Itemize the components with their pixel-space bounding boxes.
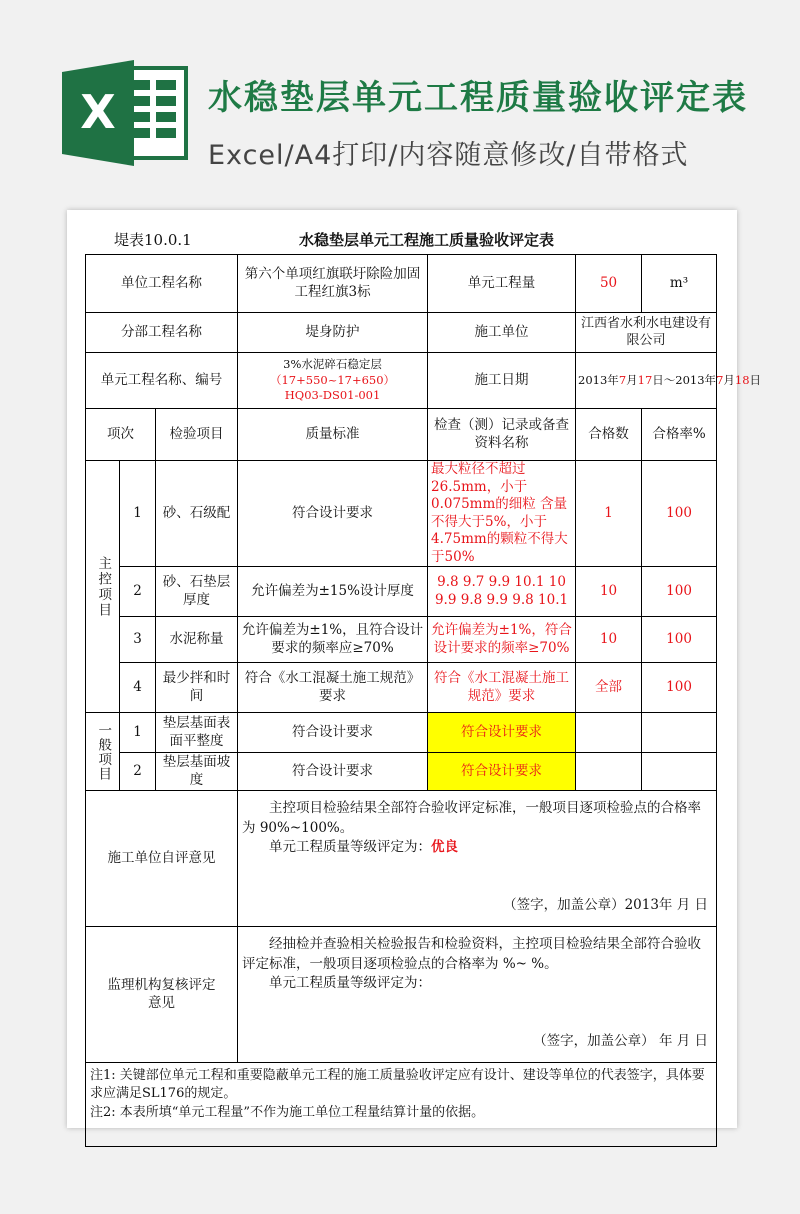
record: 符合设计要求	[428, 753, 576, 791]
contractor-opinion-text: 主控项目检验结果全部符合验收评定标准，一般项目逐项检验点的合格率为 90%~100%。 单元工程质量等级评定为：优良	[242, 800, 702, 856]
table-row	[86, 461, 717, 567]
qualified-rate: 100	[642, 617, 717, 663]
qualified-count: 1	[576, 461, 642, 567]
notes-row	[86, 1063, 717, 1147]
supervisor-opinion-label: 监理机构复核评定意见	[86, 927, 238, 1063]
item-no: 2	[120, 753, 156, 791]
division-label: 分部工程名称	[86, 313, 238, 353]
evaluation-table	[85, 254, 762, 1147]
table-row	[86, 663, 717, 713]
qualified-count	[576, 713, 642, 753]
header-inspection-item: 检验项目	[156, 409, 238, 461]
qualified-rate: 100	[642, 567, 717, 617]
contractor-signature-line: （签字，加盖公章）2013年 月 日	[503, 896, 709, 913]
contractor-opinion-body	[238, 791, 717, 927]
qualified-rate	[642, 753, 717, 791]
element-code: HQ03-DS01-001	[284, 388, 381, 403]
quality-standard: 允许偏差为±1%，且符合设计要求的频率应≥70%	[238, 617, 428, 663]
info-row	[86, 255, 717, 313]
table-row	[86, 753, 717, 791]
qualified-rate	[642, 713, 717, 753]
item-no: 3	[120, 617, 156, 663]
main-group-label: 主控项目	[86, 461, 120, 713]
inspection-item: 水泥称量	[156, 617, 238, 663]
inspection-item: 砂、石级配	[156, 461, 238, 567]
quantity-value: 50	[576, 255, 642, 313]
header-quality-standard: 质量标准	[238, 409, 428, 461]
quality-standard: 允许偏差为±15%设计厚度	[238, 567, 428, 617]
header-qualified-rate: 合格率%	[642, 409, 717, 461]
table-row	[86, 617, 717, 663]
svg-text:X: X	[80, 85, 116, 139]
header-item-order: 项次	[86, 409, 156, 461]
element-name: 3%水泥碎石稳定层	[283, 357, 382, 372]
header-qualified-count: 合格数	[576, 409, 642, 461]
banner-subtitle: Excel/A4打印/内容随意修改/自带格式	[208, 140, 689, 171]
quantity-label: 单元工程量	[428, 255, 576, 313]
item-no: 2	[120, 567, 156, 617]
general-group-label: 一般项目	[86, 713, 120, 791]
qualified-count	[576, 753, 642, 791]
element-range: （17+550~17+650）	[269, 372, 396, 387]
document-code: 堤表10.0.1	[114, 231, 192, 249]
info-row	[86, 353, 717, 409]
qualified-count: 全部	[576, 663, 642, 713]
quantity-unit: m³	[642, 255, 717, 313]
date-label: 施工日期	[428, 353, 576, 409]
element-value	[238, 353, 428, 409]
record: 符合设计要求	[428, 713, 576, 753]
qualified-count: 10	[576, 617, 642, 663]
inspection-item: 最少拌和时间	[156, 663, 238, 713]
qualified-rate: 100	[642, 663, 717, 713]
item-no: 4	[120, 663, 156, 713]
qualified-count: 10	[576, 567, 642, 617]
banner-title: 水稳垫层单元工程质量验收评定表	[208, 78, 748, 118]
record: 符合《水工混凝土施工规范》要求	[428, 663, 576, 713]
item-no: 1	[120, 461, 156, 567]
document-title: 水稳垫层单元工程施工质量验收评定表	[299, 231, 555, 249]
quality-standard: 符合设计要求	[238, 753, 428, 791]
unit-project-label: 单位工程名称	[86, 255, 238, 313]
info-row	[86, 313, 717, 353]
record: 允许偏差为±1%，符合设计要求的频率≥70%	[428, 617, 576, 663]
quality-standard: 符合设计要求	[238, 713, 428, 753]
unit-project-value: 第六个单项红旗联圩除险加固工程红旗3标	[238, 255, 428, 313]
table-row	[86, 567, 717, 617]
qualified-rate: 100	[642, 461, 717, 567]
supervisor-opinion-row	[86, 927, 717, 1063]
contractor-opinion-label: 施工单位自评意见	[86, 791, 238, 927]
contractor-opinion-row	[86, 791, 717, 927]
supervisor-opinion-text: 经抽检并查验相关检验报告和检验资料，主控项目检验结果全部符合验收评定标准，一般项目逐项检验点的合格率为 %~ %。 单元工程质量等级评定为：	[242, 936, 702, 992]
record: 最大粒径不超过26.5mm，小于0.075mm的细粒 含量不得大于5%，小于4.75mm的颗粒不得大于50%	[428, 461, 576, 567]
table-header-row	[86, 409, 717, 461]
inspection-item: 砂、石垫层厚度	[156, 567, 238, 617]
quality-standard: 符合《水工混凝土施工规范》要求	[238, 663, 428, 713]
supervisor-signature-line: （签字，加盖公章） 年 月 日	[533, 1032, 709, 1049]
quality-standard: 符合设计要求	[238, 461, 428, 567]
banner	[0, 0, 800, 200]
division-value: 堤身防护	[238, 313, 428, 353]
note-1: 注1: 关键部位单元工程和重要隐蔽单元工程的施工质量验收评定应有设计、建设等单位的代表签字，具体要求应满足SL176的规定。	[90, 1068, 705, 1102]
inspection-item: 垫层基面坡度	[156, 753, 238, 791]
notes	[86, 1063, 717, 1147]
inspection-item: 垫层基面表面平整度	[156, 713, 238, 753]
record: 9.8 9.7 9.9 10.1 10 9.9 9.8 9.9 9.8 10.1	[428, 567, 576, 617]
document-sheet	[67, 210, 762, 1128]
quality-grade: 优良	[431, 839, 459, 856]
contractor-value: 江西省水利水电建设有限公司	[576, 313, 717, 353]
date-value: 2013年7月17日～2013年7月18日	[576, 353, 717, 409]
element-label: 单元工程名称、编号	[86, 353, 238, 409]
excel-icon	[62, 60, 190, 166]
header-record: 检查（测）记录或备查资料名称	[428, 409, 576, 461]
supervisor-opinion-body	[238, 927, 717, 1063]
contractor-label: 施工单位	[428, 313, 576, 353]
note-2: 注2: 本表所填“单元工程量”不作为施工单位工程量结算计量的依据。	[90, 1104, 485, 1120]
item-no: 1	[120, 713, 156, 753]
table-row	[86, 713, 717, 753]
